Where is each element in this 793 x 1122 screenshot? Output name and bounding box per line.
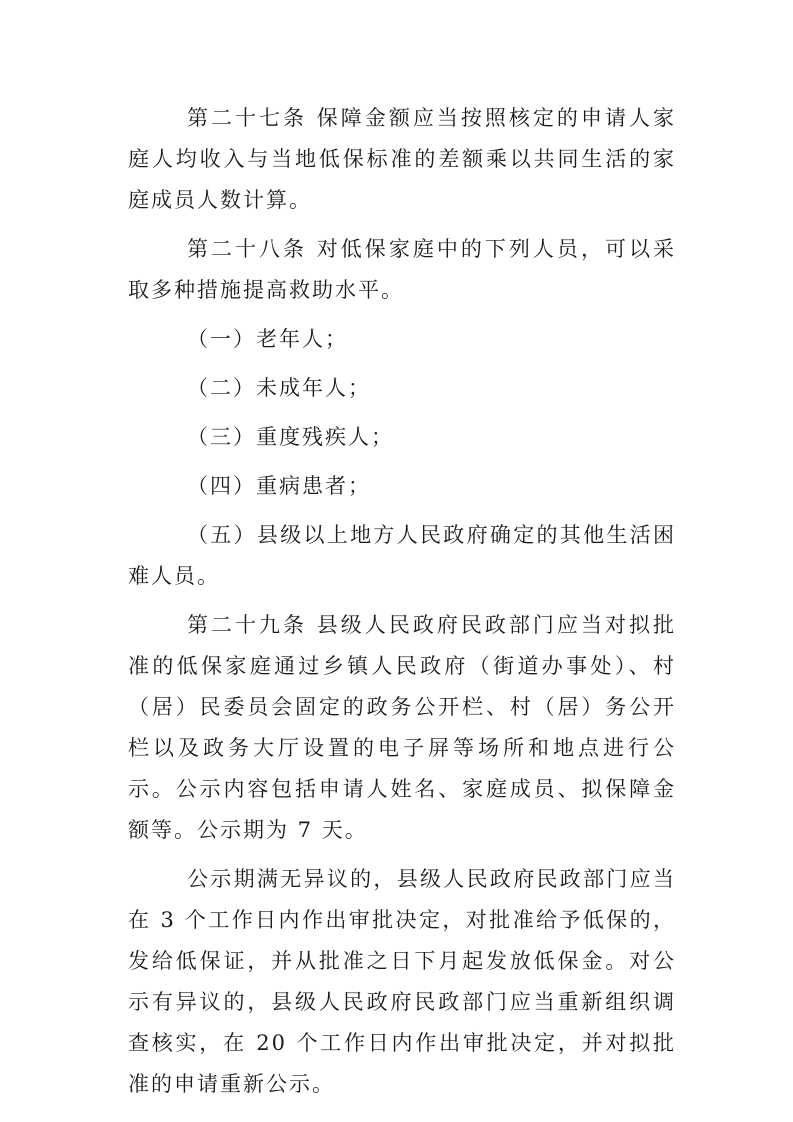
paragraph-article-27: 第二十七条 保障金额应当按照核定的申请人家庭人均收入与当地低保标准的差额乘以共同生活的家庭成员人数计算。 [128,106,676,212]
list-item-other-hardship: （五）县级以上地方人民政府确定的其他生活困难人员。 [128,523,676,588]
list-item-minors: （二）未成年人； [187,376,371,400]
list-item-disabled: （三）重度残疾人； [187,425,394,449]
document-body [128,98,676,1105]
list-item-seriously-ill: （四）重病患者； [187,474,371,498]
paragraph-approval-decision: 公示期满无异议的，县级人民政府民政部门应当在 3 个工作日内作出审批决定，对批准给予低保的，发给低保证，并从批准之日下月起发放低保金。对公示有异议的，县级人民政府民政部门应当重新组织调查核实，在 20 个工作日内作出审批决定，并对拟批准的申请重新公示。 [128,867,676,1096]
list-item-elderly: （一）老年人； [187,327,348,351]
paragraph-article-29: 第二十九条 县级人民政府民政部门应当对拟批准的低保家庭通过乡镇人民政府（街道办事处）、村（居）民委员会固定的政务公开栏、村（居）务公开栏以及政务大厅设置的电子屏等场所和地点进行公示。公示内容包括申请人姓名、家庭成员、拟保障金额等。公示期为 7 天。 [128,613,676,842]
paragraph-article-28: 第二十八条 对低保家庭中的下列人员，可以采取多种措施提高救助水平。 [128,237,676,302]
